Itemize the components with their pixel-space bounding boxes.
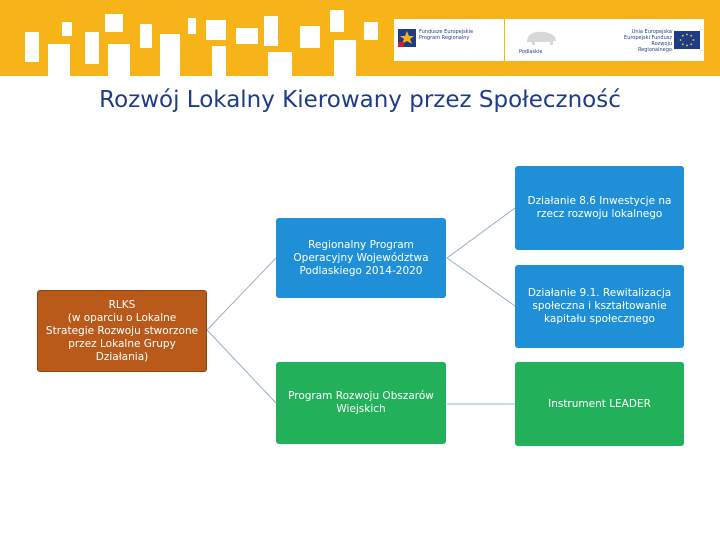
podlaskie-text: Podlaskie (519, 49, 543, 55)
page-title: Rozwój Lokalny Kierowany przez Społeczność (99, 87, 621, 113)
node-rpo: Regionalny Program Operacyjny Województwa Podlaskiego 2014-2020 (276, 218, 446, 298)
node-prow: Program Rozwoju Obszarów Wiejskich (276, 362, 446, 444)
connector-rlks-rpo (207, 258, 276, 330)
connector-rlks-prow (207, 330, 276, 403)
connector-rpo-dz86 (447, 208, 515, 258)
node-instrument-leader: Instrument LEADER (515, 362, 684, 446)
node-rlks: RLKS (w oparciu o Lokalne Strategie Rozwoju stworzone przez Lokalne Grupy Działania) (37, 290, 207, 372)
node-dzialanie-9-1: Działanie 9.1. Rewitalizacja społeczna i kształtowanie kapitału społecznego (515, 265, 684, 348)
fe-logo-text: Fundusze Europejskie Program Regionalny (419, 29, 474, 41)
node-dzialanie-8-6: Działanie 8.6 Inwestycje na rzecz rozwoju lokalnego (515, 166, 684, 250)
connector-rpo-dz91 (447, 258, 515, 306)
eu-logo-text: Unia Europejska Europejski Fundusz Rozwoju Regionalnego (624, 29, 672, 53)
